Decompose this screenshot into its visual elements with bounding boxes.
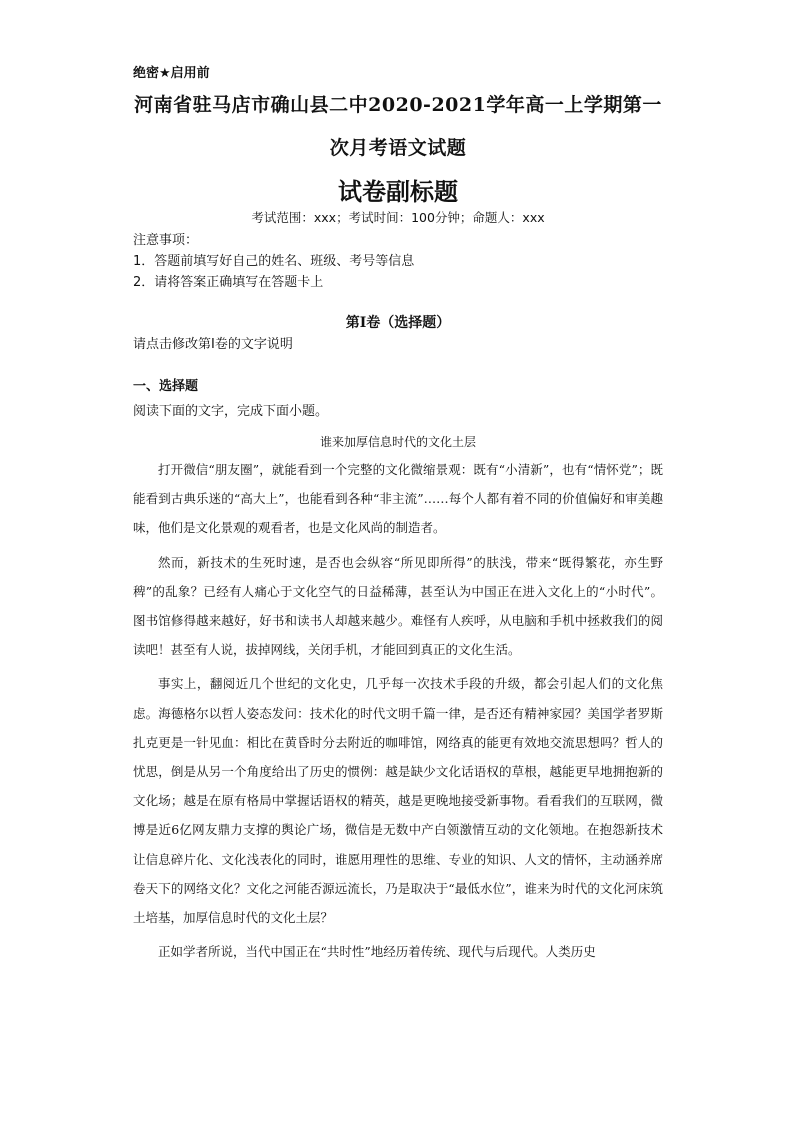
section-description[interactable]: 请点击修改第I卷的文字说明: [133, 337, 293, 352]
reading-instruction: 阅读下面的文字，完成下面小题。: [133, 404, 329, 419]
exam-title-line-1: 河南省驻马店市确山县二中2020-2021学年高一上学期第一: [134, 94, 662, 116]
notes-item: 2．请将答案正确填写在答题卡上: [133, 275, 324, 290]
exam-info: 考试范围：xxx；考试时间：100分钟；命题人：xxx: [251, 210, 545, 225]
notes-block: [133, 230, 414, 293]
article-title: 谁来加厚信息时代的文化土层: [319, 435, 476, 449]
exam-title-line-2: 次月考语文试题: [329, 137, 467, 159]
article-paragraph: 打开微信“朋友圈”，就能看到一个完整的文化微缩景观：既有“小清新”，也有“情怀党”；既能看到古典乐迷的“高大上”，也能看到各种“非主流”……每个人都有着不同的价值偏好和审美趣味，他们是文化景观的观看者，也是文化风尚的制造者。: [133, 462, 663, 536]
exam-subtitle: 试卷副标题: [338, 177, 458, 206]
section-title: 第I卷（选择题）: [345, 315, 451, 331]
article-paragraph: 然而，新技术的生死时速，是否也会纵容“所见即所得”的肤浅，带来“既得繁花，亦生野稗”的乱象？已经有人痛心于文化空气的日益稀薄，甚至认为中国正在进入文化上的“小时代”。图书馆修得越来越好，好书和读书人却越来越少。难怪有人疾呼，从电脑和手机中拯救我们的阅读吧！甚至有人说，拔掉网线，关闭手机，才能回到真正的文化生活。: [133, 554, 663, 658]
confidential-label: 绝密★启用前: [133, 66, 210, 81]
notes-heading: 注意事项：: [133, 233, 199, 248]
part-heading: 一、选择题: [133, 379, 199, 394]
notes-item: 1．答题前填写好自己的姓名、班级、考号等信息: [133, 254, 415, 269]
article-body: [133, 455, 663, 971]
article-paragraph: 正如学者所说，当代中国正在“共时性”地经历着传统、现代与后现代。人类历史: [158, 944, 596, 960]
article-paragraph: 事实上，翻阅近几个世纪的文化史，几乎每一次技术手段的升级，都会引起人们的文化焦虑。海德格尔以哲人姿态发问：技术化的时代文明千篇一律，是否还有精神家园？美国学者罗斯扎克更是一针见血：相比在黄昏时分去附近的咖啡馆，网络真的能更有效地交流思想吗？哲人的忧思，倒是从另一个角度给出了历史的惯例：越是缺少文化话语权的草根，越能更早地拥抱新的文化场；越是在原有格局中掌握话语权的精英，越是更晚地接受新事物。看看我们的互联网，微博是近6亿网友鼎力支撑的舆论广场，微信是无数中产白领激情互动的文化领地。在抱怨新技术让信息碎片化、文化浅表化的同时，谁愿用理性的思维、专业的知识、人文的情怀，主动涵养席卷天下的网络文化？文化之河能否源远流长，乃是取决于“最低水位”，谁来为时代的文化河床筑土培基，加厚信息时代的文化土层？: [133, 676, 663, 926]
